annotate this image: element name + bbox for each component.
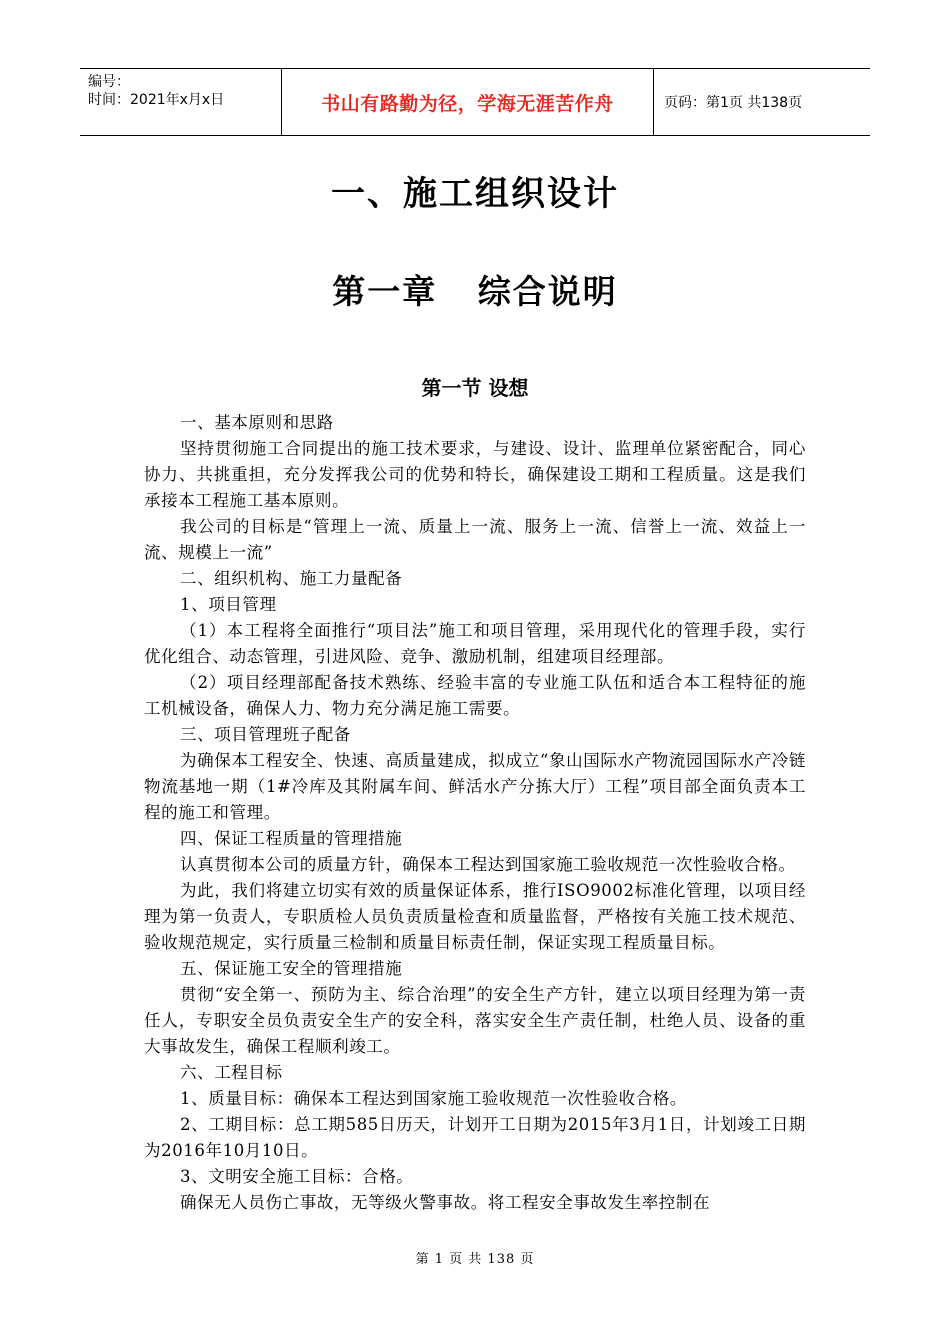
paragraph: 五、保证施工安全的管理措施	[180, 959, 403, 978]
section-title: 第一节 设想	[421, 376, 529, 400]
paragraph: 二、组织机构、施工力量配备	[180, 569, 403, 588]
paragraph: 坚持贯彻施工合同提出的施工技术要求，与建设、设计、监理单位紧密配合，同心协力、共挑重担，充分发挥我公司的优势和特长，确保建设工期和工程质量。这是我们承接本工程施工基本原则。	[144, 439, 806, 510]
paragraph: 2、工期目标：总工期585日历天，计划开工日期为2015年3月1日，计划竣工日期为2016年10月10日。	[144, 1115, 806, 1160]
document-body	[144, 410, 806, 1216]
paragraph: 我公司的目标是“管理上一流、质量上一流、服务上一流、信誉上一流、效益上一流、规模上一流”	[144, 517, 806, 562]
paragraph: 贯彻“安全第一、预防为主、综合治理”的安全生产方针，建立以项目经理为第一责任人，专职安全员负责安全生产的安全科，落实安全生产责任制，杜绝人员、设备的重大事故发生，确保工程顺利竣工。	[144, 985, 806, 1056]
paragraph: 1、质量目标：确保本工程达到国家施工验收规范一次性验收合格。	[180, 1089, 687, 1108]
paragraph: 认真贯彻本公司的质量方针，确保本工程达到国家施工验收规范一次性验收合格。	[180, 855, 796, 874]
paragraph: 为确保本工程安全、快速、高质量建成，拟成立“象山国际水产物流园国际水产冷链物流基地一期（1#冷库及其附属车间、鲜活水产分拣大厅）工程”项目部全面负责本工程的施工和管理。	[144, 751, 806, 822]
document-time-label: 时间：2021年x月x日	[88, 92, 225, 108]
paragraph: （2）项目经理部配备技术熟练、经验丰富的专业施工队伍和适合本工程特征的施工机械设备，确保人力、物力充分满足施工需要。	[144, 673, 806, 718]
paragraph: 一、基本原则和思路	[180, 413, 334, 432]
paragraph: 四、保证工程质量的管理措施	[180, 829, 403, 848]
paragraph: 1、项目管理	[180, 595, 277, 614]
header-meta	[80, 69, 282, 135]
chapter-title: 第一章 综合说明	[332, 272, 618, 311]
paragraph: 为此，我们将建立切实有效的质量保证体系，推行ISO9002标准化管理，以项目经理为第一负责人，专职质检人员负责质量检查和质量监督，严格按有关施工技术规范、验收规范规定，实行质量三检制和质量目标责任制，保证实现工程质量目标。	[144, 881, 806, 952]
page-footer: 第 1 页 共 138 页	[415, 1252, 535, 1267]
paragraph: 六、工程目标	[180, 1063, 283, 1082]
paragraph: 三、项目管理班子配备	[180, 725, 351, 744]
paragraph: 3、文明安全施工目标：合格。	[180, 1167, 414, 1186]
header-page-info: 页码：第1页 共138页	[664, 95, 803, 111]
paragraph: 确保无人员伤亡事故，无等级火警事故。将工程安全事故发生率控制在	[180, 1193, 711, 1212]
document-title: 一、施工组织设计	[331, 174, 619, 214]
paragraph: （1）本工程将全面推行“项目法”施工和项目管理，采用现代化的管理手段，实行优化组合、动态管理，引进风险、竞争、激励机制，组建项目经理部。	[144, 621, 806, 666]
header-motto: 书山有路勤为径，学海无涯苦作舟	[282, 69, 654, 135]
document-number-label: 编号：	[88, 74, 130, 90]
page-header	[80, 68, 870, 136]
